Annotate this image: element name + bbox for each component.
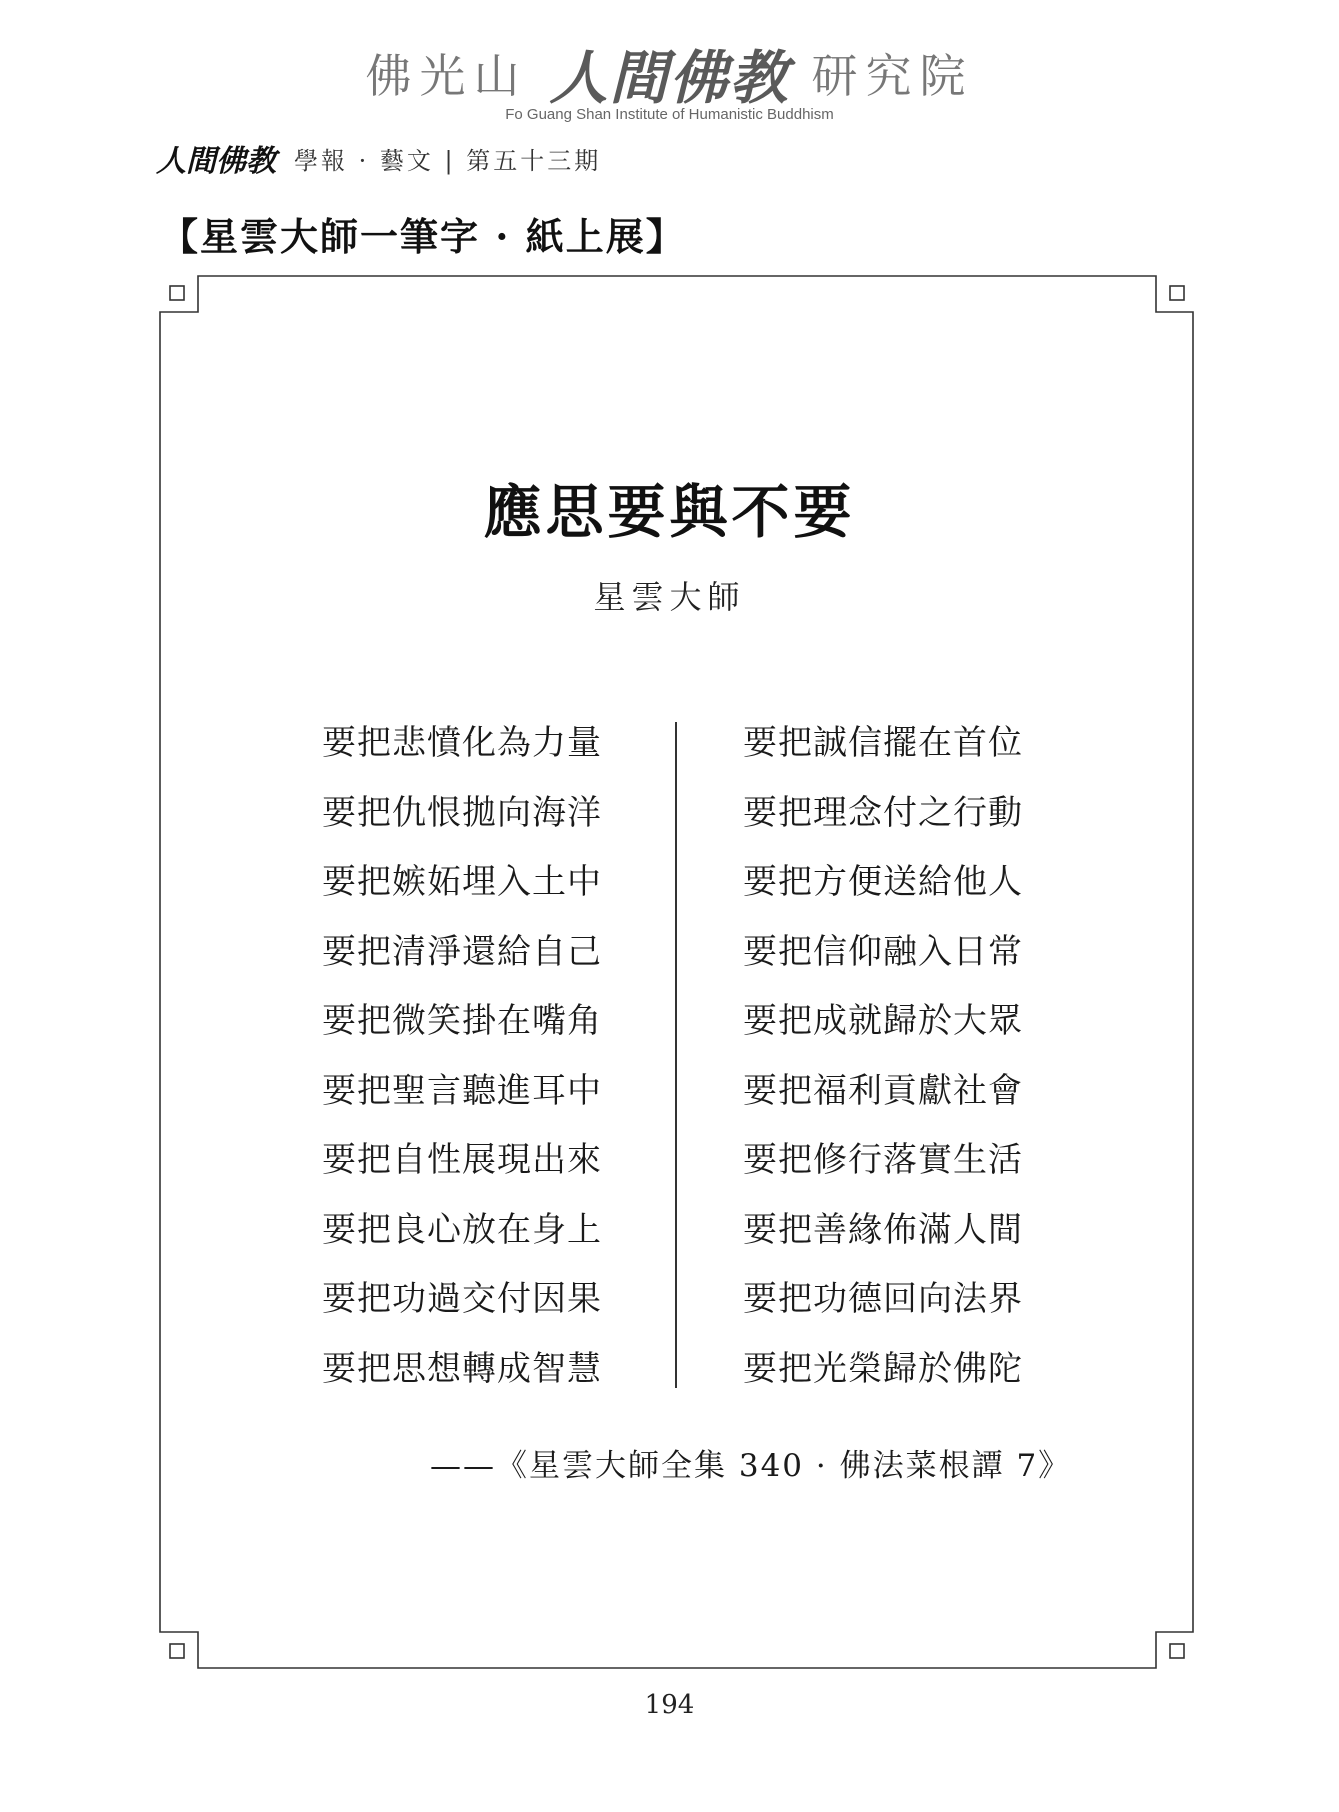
logo-left-text: 佛光山 xyxy=(365,49,528,103)
poem-line: 要把方便送給他人 xyxy=(743,862,1023,902)
poem-line: 要把悲憤化為力量 xyxy=(322,723,602,763)
poem-line: 要把良心放在身上 xyxy=(322,1209,602,1250)
poem-line: 要把微笑掛在嘴角 xyxy=(322,1001,602,1041)
journal-brand: 人間佛教 xyxy=(156,144,276,179)
poem-author: 星雲大師 xyxy=(593,578,746,616)
logo-brand-text: 人間佛教 xyxy=(549,44,790,112)
institute-english-name: Fo Guang Shan Institute of Humanistic Buddhism xyxy=(505,106,834,123)
poem-line: 要把自性展現出來 xyxy=(322,1140,602,1180)
journal-section: 學報 · 藝文 | 第五十三期 xyxy=(294,146,602,175)
poem-line: 要把理念付之行動 xyxy=(743,792,1023,833)
poem-line: 要把功德回向法界 xyxy=(743,1279,1023,1319)
poem-line: 要把光榮歸於佛陀 xyxy=(743,1348,1023,1389)
poem-line: 要把修行落實生活 xyxy=(743,1140,1023,1180)
poem-line: 要把善緣佈滿人間 xyxy=(743,1209,1023,1250)
poem-right-column xyxy=(743,720,1063,1415)
column-divider xyxy=(675,722,677,1388)
poem-line: 要把誠信擺在首位 xyxy=(743,723,1023,763)
poem-line: 要把信仰融入日常 xyxy=(743,931,1023,972)
poem-title: 應思要與不要 xyxy=(483,478,856,546)
logo-right-text: 研究院 xyxy=(811,49,974,103)
poem-line: 要把福利貢獻社會 xyxy=(743,1070,1023,1111)
poem-line: 要把功過交付因果 xyxy=(322,1279,602,1319)
poem-line: 要把嫉妬埋入土中 xyxy=(322,862,602,902)
page-number: 194 xyxy=(644,1690,695,1720)
column-heading: 【星雲大師一筆字 · 紙上展】 xyxy=(160,214,686,259)
poem-line: 要把聖言聽進耳中 xyxy=(322,1070,602,1111)
poem-line: 要把思想轉成智慧 xyxy=(322,1348,602,1389)
poem-line: 要把清淨還給自己 xyxy=(322,931,602,972)
poem-left-column xyxy=(322,720,642,1415)
poem-citation: ——《星雲大師全集 340 · 佛法菜根譚 7》 xyxy=(430,1448,1072,1484)
poem-line: 要把仇恨拋向海洋 xyxy=(322,792,602,833)
poem-line: 要把成就歸於大眾 xyxy=(743,1001,1023,1041)
